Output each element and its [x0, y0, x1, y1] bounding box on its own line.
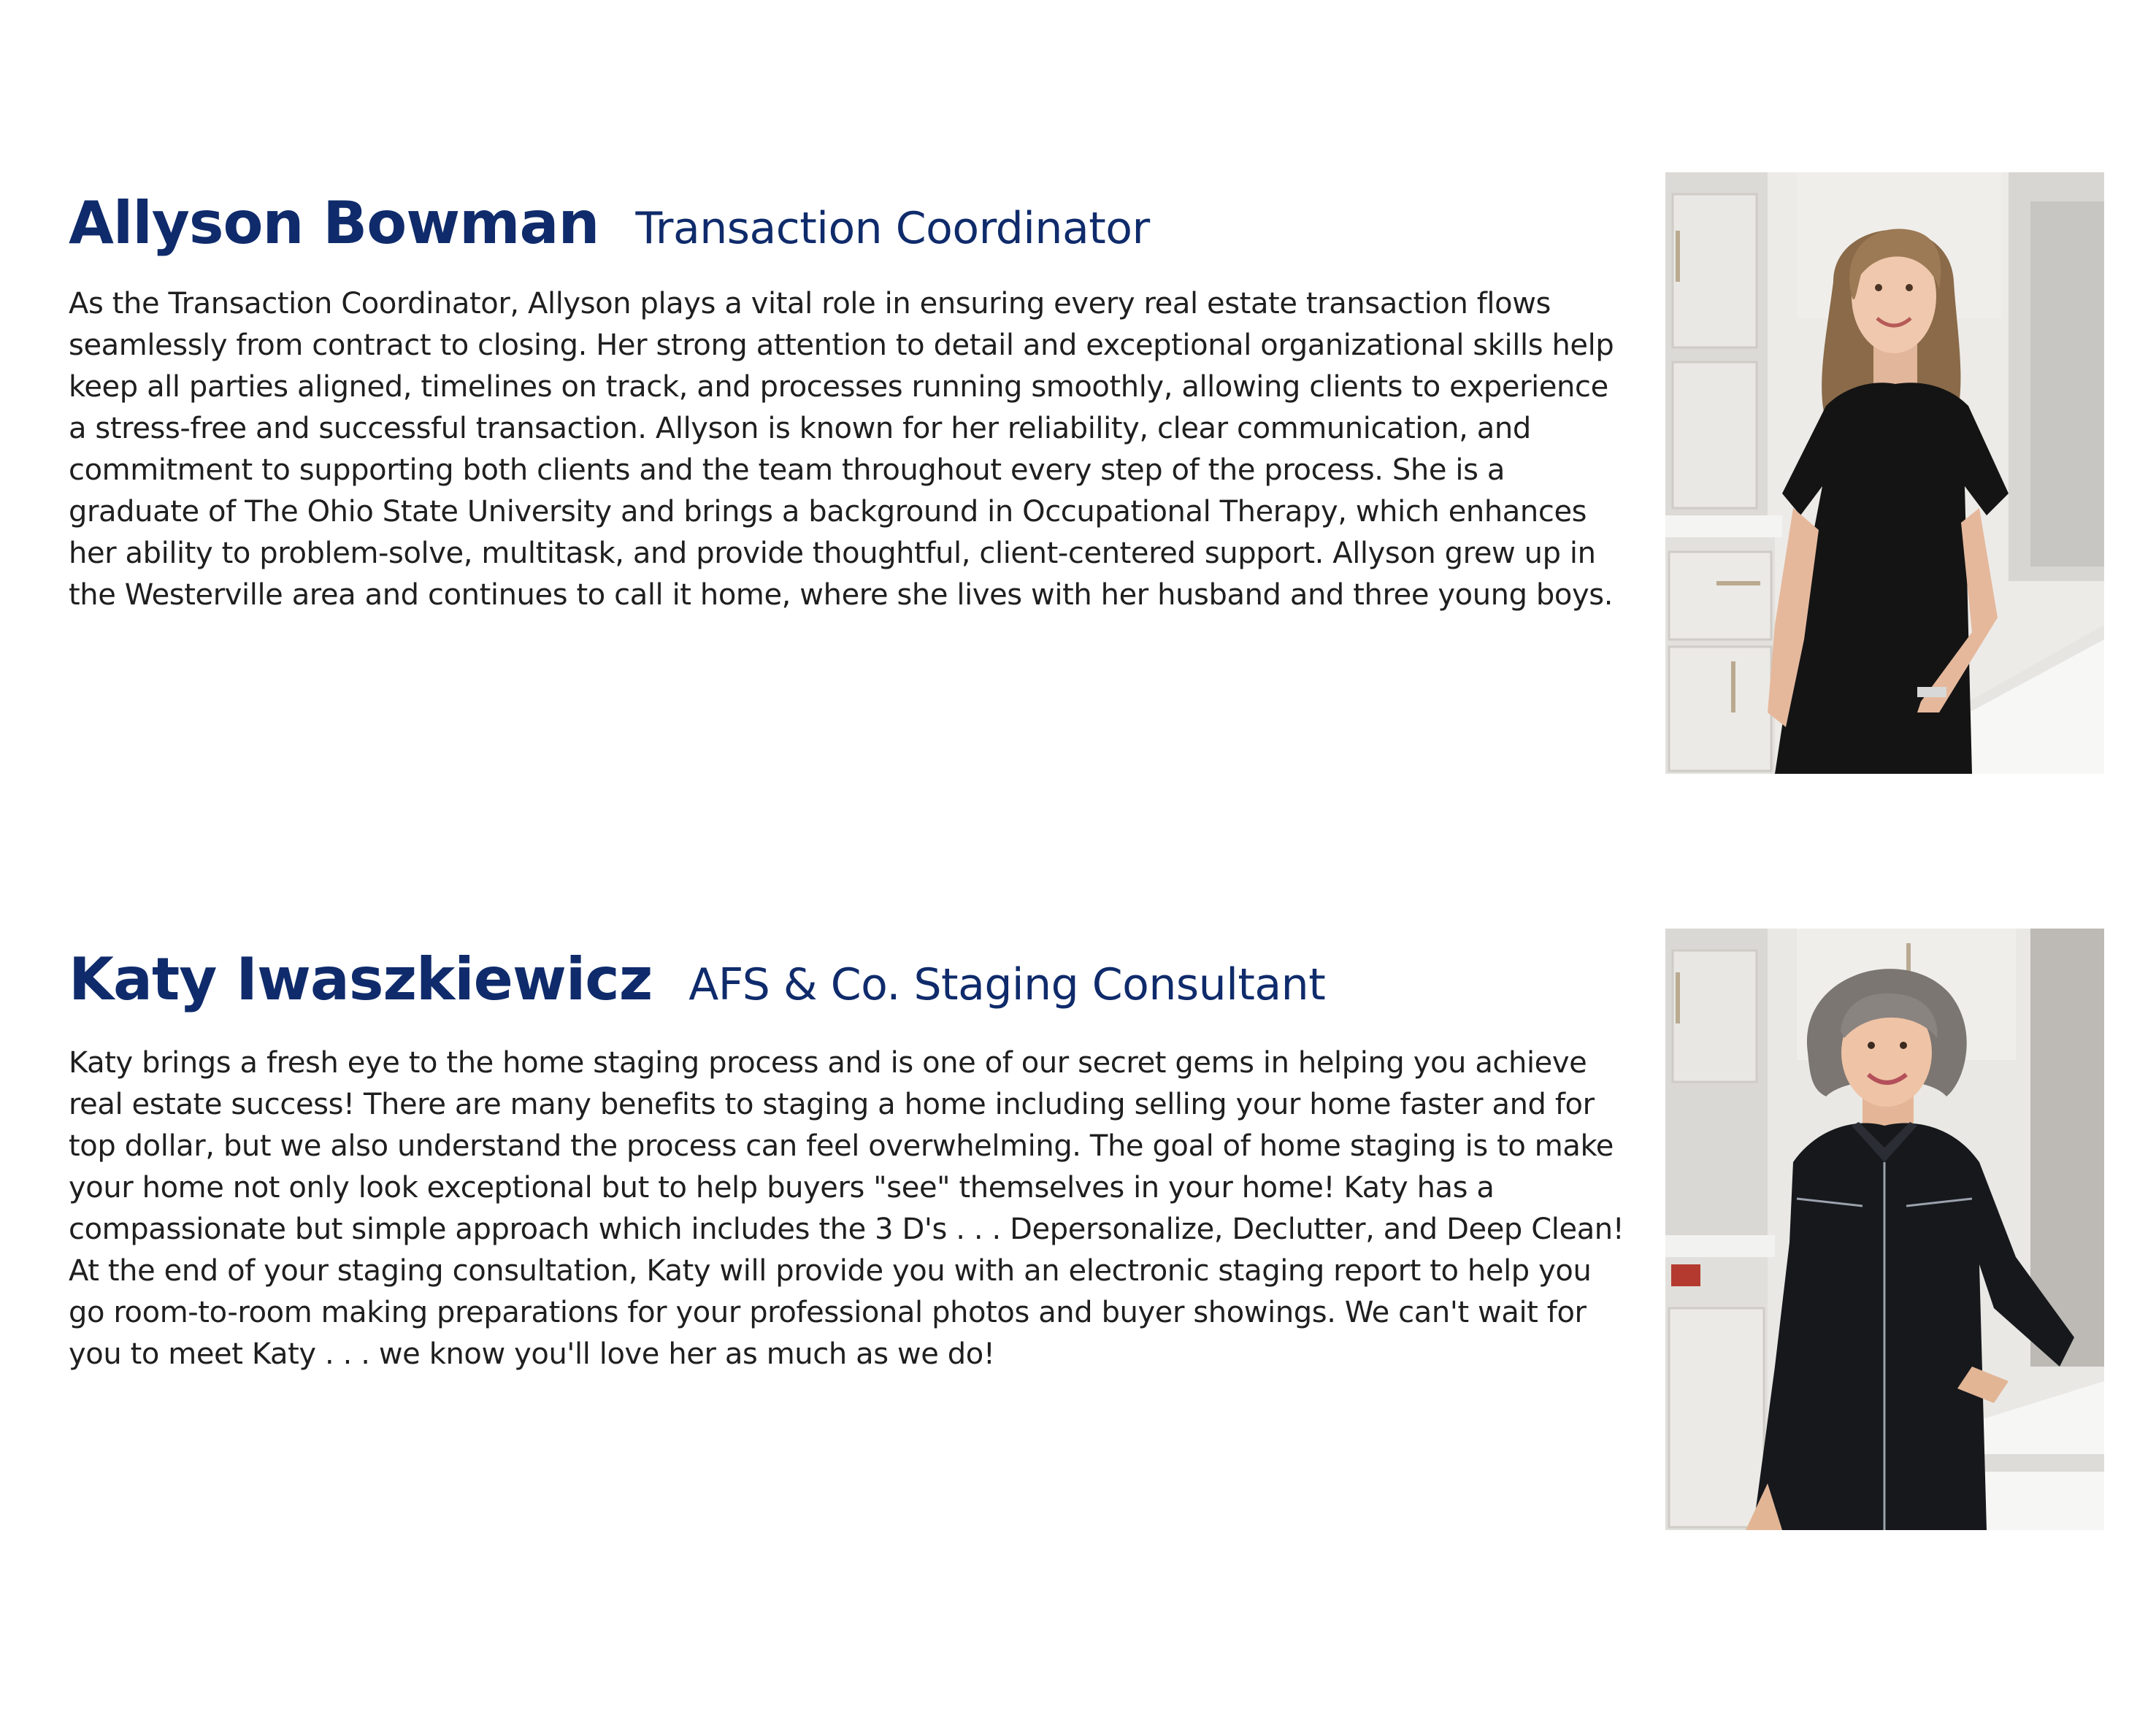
profile-photo — [1665, 172, 2104, 774]
profile-header — [69, 945, 1326, 1013]
profile-photo — [1665, 929, 2104, 1530]
profile-card-allyson — [0, 172, 2156, 778]
profile-bio: As the Transaction Coordinator, Allyson plays a vital role in ensuring every real estate transaction flows seamlessly from contract to closing. Her strong attention to detail and exceptional organizational skills help keep all parties aligned, timelines on track, and processes running smoothly, allowing clients to experience a stress-free and successful transaction. Allyson is known for her reliability, clear communication, and commitment to supporting both clients and the team throughout every step of the process. She is a graduate of The Ohio State University and brings a background in Occupational Therapy, which enhances her ability to problem-solve, multitask, and provide thoughtful, client-centered support. Allyson grew up in the Westerville area and continues to call it home, where she lives with her husband and three young boys. — [69, 287, 1614, 612]
profile-role: Transaction Coordinator — [635, 203, 1150, 254]
profile-role: AFS & Co. Staging Consultant — [688, 959, 1326, 1010]
profile-card-katy — [0, 927, 2156, 1533]
profile-bio: Katy brings a fresh eye to the home staging process and is one of our secret gems in helping you achieve real estate success! There are many benefits to staging a home including selling your home faster and for top dollar, but we also understand the process can feel overwhelming. The goal of home staging is to make your home not only look exceptional but to help buyers "see" themselves in your home! Katy has a compassionate but simple approach which includes the 3 D's . . . Depersonalize, Declutter, and Deep Clean! At the end of your staging consultation, Katy will provide you with an electronic staging report to help you go room-to-room making preparations for your professional photos and buyer showings. We can't wait for you to meet Katy . . . we know you'll love her as much as we do! — [69, 1046, 1624, 1371]
profile-name: Allyson Bowman — [69, 189, 599, 257]
profile-name: Katy Iwaszkiewicz — [69, 945, 653, 1013]
profile-header — [69, 189, 1150, 257]
